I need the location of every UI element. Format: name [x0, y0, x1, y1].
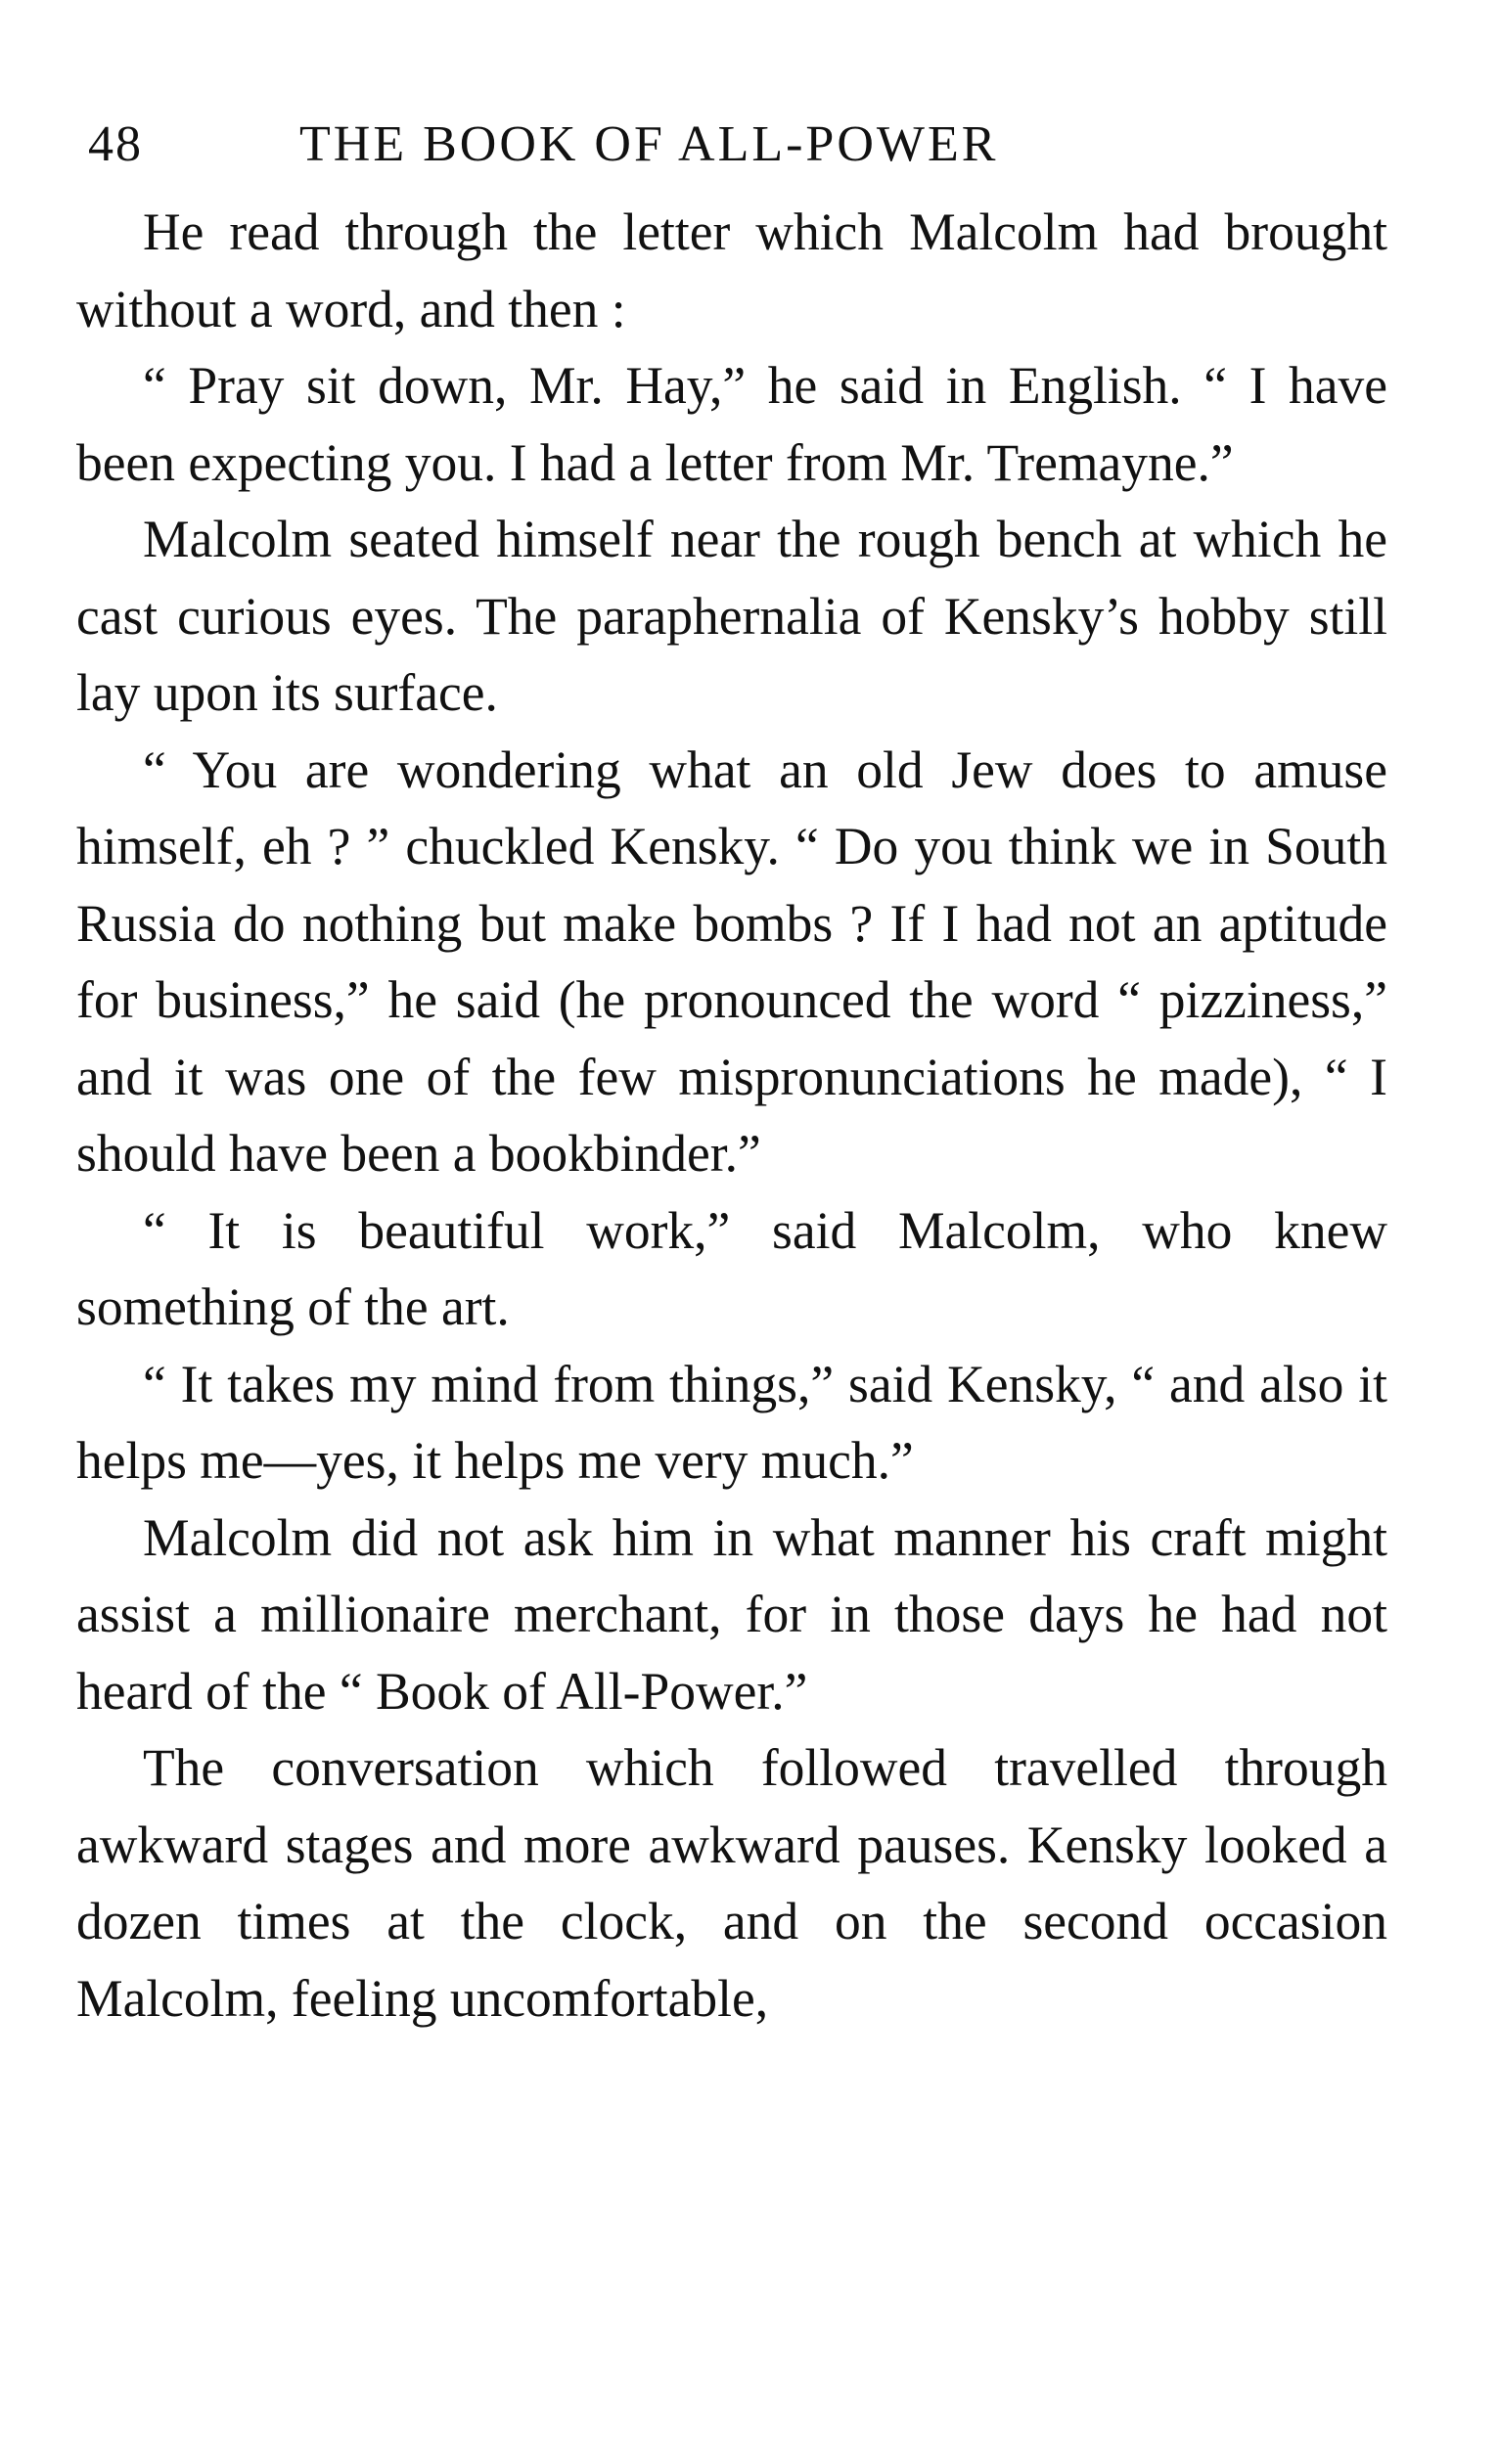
paragraph: He read through the letter which Malcolm had brought without a word, and then :	[76, 202, 1387, 338]
page-number: 48	[88, 116, 143, 172]
book-title: THE BOOK OF ALL-POWER	[299, 116, 999, 172]
paragraph: The conversation which followed travelled through awkward stages and more awkward pauses. Kensky looked a dozen times at the clock, and on the second occasion Malcolm, feeling uncomfortable,	[76, 1738, 1387, 2028]
paragraph: “ It takes my mind from things,” said Kensky, “ and also it helps me—yes, it helps me very much.”	[76, 1354, 1387, 1490]
running-head	[76, 115, 1387, 194]
paragraph: “ It is beautiful work,” said Malcolm, who knew something of the art.	[76, 1200, 1387, 1336]
paragraph: “ You are wondering what an old Jew does to amuse himself, eh ? ” chuckled Kensky. “ Do you think we in South Russia do nothing but make bombs ? If I had not an aptitude for business,” he said (he pronounced the word “ pizziness,” and it was one of the few mispronunciations he made), “ I should have been a bookbinder.”	[76, 739, 1387, 1183]
paragraph: Malcolm seated himself near the rough bench at which he cast curious eyes. The paraphernalia of Kensky’s hobby still lay upon its surface.	[76, 510, 1387, 722]
paragraph: Malcolm did not ask him in what manner his craft might assist a millionaire merchant, for in those days he had not heard of the “ Book of All-Power.”	[76, 1507, 1387, 1721]
paragraph: “ Pray sit down, Mr. Hay,” he said in English. “ I have been expecting you. I had a letter from Mr. Tremayne.”	[76, 356, 1387, 492]
body-text	[76, 194, 1387, 2037]
book-page	[76, 115, 1387, 2037]
